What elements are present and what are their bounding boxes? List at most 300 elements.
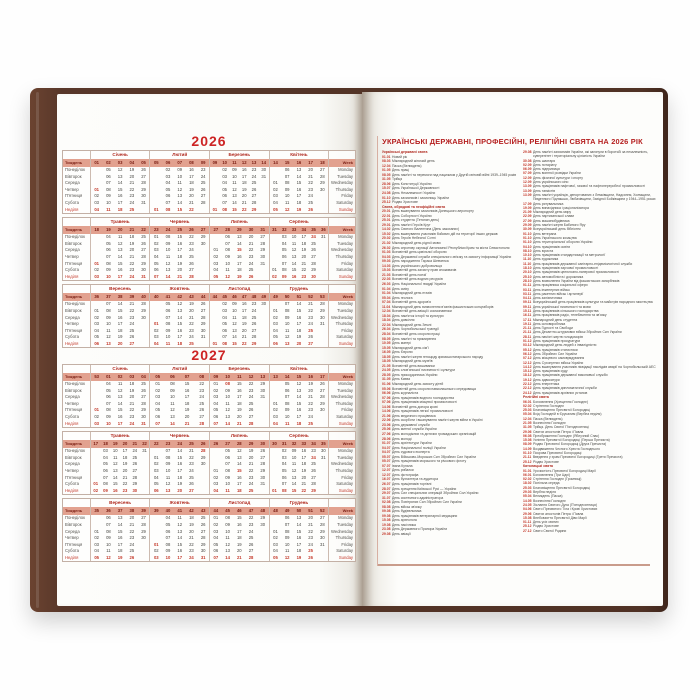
week-number: 40 — [165, 508, 171, 514]
corner-cell — [328, 285, 355, 293]
date-cell — [318, 488, 328, 495]
date-cell: 03 — [222, 307, 227, 313]
weekday-name-uk: Неділя — [65, 340, 79, 346]
date-cell: 21 — [241, 334, 247, 340]
holiday-name: День фізичної культури і спорту — [533, 175, 583, 180]
holiday-date: 15.07 — [382, 186, 391, 191]
month-name: Травень — [110, 433, 130, 439]
date-cell: 13 — [232, 327, 237, 333]
month-dates — [209, 247, 269, 254]
month-week-numbers — [269, 373, 329, 381]
weekday-name-uk: Вівторок — [65, 307, 82, 313]
holiday-name: Урочистість Пресвятої Богородиці Марії — [533, 468, 596, 473]
date-cell: 19 — [236, 541, 242, 547]
week-number-row — [63, 440, 355, 448]
date-cell: 04 — [153, 340, 159, 346]
week-number: 38 — [117, 294, 123, 300]
date-cell: 26 — [308, 334, 313, 340]
week-number: 49 — [284, 508, 290, 514]
date-cell: 29 — [311, 267, 316, 273]
date-cell: 19 — [301, 247, 307, 253]
holiday-date: 28.11 — [523, 334, 532, 339]
holiday-date: 21.11 — [523, 455, 532, 460]
month-name-row — [63, 151, 355, 159]
date-cell: 04 — [273, 199, 278, 205]
date-cell: 03 — [273, 413, 278, 419]
week-label-en: Week — [328, 373, 355, 381]
date-cell: 29 — [141, 528, 146, 534]
month-cell — [269, 365, 329, 373]
month-week-numbers — [209, 226, 269, 234]
weekday-name-uk: Субота — [65, 334, 79, 340]
date-cell: 24 — [308, 321, 313, 327]
date-cell: 27 — [189, 487, 194, 493]
month-dates — [209, 315, 269, 322]
date-cell: 26 — [248, 407, 254, 413]
holiday-name: День вшанування захисників Донецького аеропорту — [392, 209, 474, 214]
holiday-name: День Українського козацтва — [533, 235, 577, 240]
week-number: 36 — [320, 227, 326, 233]
date-cell — [150, 180, 162, 187]
holiday-name: День пам'яті та перемоги над нацизмом у Другій світовій війні 1939–1945 років — [392, 172, 517, 177]
month-week-numbers — [209, 159, 269, 167]
date-cell: 01 — [153, 206, 159, 212]
holiday-name: Всесвітній день водних ресурсів — [392, 277, 443, 282]
holiday-name: День авіації — [392, 532, 411, 537]
date-cell: 22 — [308, 307, 313, 313]
holiday-name: Вербна неділя — [533, 490, 556, 495]
date-cell — [259, 315, 269, 322]
holiday-name: День Військово-Морських Сил Збройних Сил України — [392, 454, 476, 459]
date-cell: 20 — [129, 247, 135, 253]
weekday-name-uk: Субота — [65, 413, 79, 419]
weekday-name-uk: Середа — [65, 314, 80, 320]
month-name: Березень — [228, 152, 251, 157]
date-cell: 30 — [200, 327, 206, 333]
month-dates — [209, 414, 269, 421]
holiday-item — [382, 532, 521, 537]
date-cell: 19 — [129, 167, 135, 172]
month-dates — [90, 522, 150, 529]
date-cell — [318, 261, 328, 268]
date-cell — [91, 515, 103, 522]
date-cell: 05 — [165, 301, 171, 307]
month-week-numbers — [209, 507, 269, 515]
weekday-name-uk: Понеділок — [65, 301, 85, 307]
date-cell: 06 — [222, 193, 227, 199]
date-cell: 05 — [222, 186, 227, 192]
holidays-page-title: УКРАЇНСЬКІ ДЕРЖАВНІ, ПРОФЕСІЙНІ, РЕЛІГІЙНІ СВЯТА НА 2026 РІК — [382, 137, 643, 146]
date-cell: 20 — [122, 467, 128, 473]
date-cell — [270, 301, 282, 308]
date-cell — [138, 548, 150, 555]
date-cell: 13 — [236, 234, 242, 240]
week-number: 20 — [122, 441, 128, 447]
holiday-date: 29.01 — [382, 222, 391, 227]
week-number: 34 — [301, 227, 307, 233]
date-cell — [138, 321, 150, 328]
week-number: 24 — [177, 441, 183, 447]
date-cell: 12 — [170, 407, 175, 413]
date-cell: 07 — [106, 400, 111, 406]
holiday-name: День Києва — [392, 377, 411, 382]
date-cell — [140, 488, 150, 495]
month-name: Травень — [110, 219, 130, 225]
date-cell: 15 — [177, 454, 183, 460]
date-cell: 27 — [141, 515, 146, 521]
date-cell: 25 — [308, 327, 313, 333]
date-cell: 11 — [225, 535, 230, 541]
holiday-date: 15.03 — [382, 268, 391, 273]
week-number: 01 — [94, 160, 100, 165]
date-cell: 17 — [296, 321, 302, 327]
holiday-name: Всесвітній день вишиванки — [392, 363, 435, 368]
holiday-name: День працівників місцевої промисловості — [392, 400, 457, 405]
date-cell: 20 — [301, 474, 307, 480]
date-cell: 20 — [189, 307, 194, 313]
month-dates — [269, 394, 329, 401]
month-week-numbers — [90, 373, 150, 381]
holiday-name: День працівників нафтової, газової та нафтопереробної промисловості — [533, 184, 646, 189]
weekday-name-uk: Понеділок — [65, 448, 85, 454]
month-dates — [209, 522, 269, 529]
holiday-date: 18.12 — [523, 373, 532, 378]
date-cell: 20 — [248, 454, 254, 460]
date-cell: 23 — [189, 548, 194, 554]
holiday-date: 05.12 — [523, 347, 532, 352]
date-cell: 06 — [213, 413, 219, 419]
holiday-name: День працівників статистики — [533, 347, 578, 352]
month-name: Січень — [112, 152, 128, 157]
date-cell: 17 — [236, 481, 242, 487]
holiday-name: День скловиробника — [532, 321, 566, 326]
weekday-row — [63, 261, 355, 268]
holiday-name: День митної служби України — [392, 427, 437, 432]
date-cell: 27 — [320, 515, 325, 521]
month-dates — [209, 542, 269, 549]
month-dates — [90, 207, 150, 214]
weekday-name-en: Saturday — [328, 200, 355, 207]
weekday-name-en: Thursday — [328, 401, 355, 408]
date-cell: 06 — [94, 340, 100, 346]
week-number: 39 — [129, 294, 135, 300]
holiday-name: Богоявлення (Три Царі) — [533, 472, 571, 477]
date-cell — [270, 448, 280, 455]
date-cell: 13 — [177, 528, 183, 534]
month-dates — [209, 334, 269, 341]
week-number: 05 — [141, 160, 146, 165]
weekday-row — [63, 407, 355, 414]
weekday-name-en: Tuesday — [328, 388, 355, 395]
date-cell: 13 — [117, 173, 123, 179]
date-cell: 16 — [177, 548, 183, 554]
date-cell: 29 — [260, 381, 266, 386]
date-cell: 12 — [165, 481, 171, 487]
month-dates — [269, 401, 329, 408]
date-cell: 22 — [308, 180, 313, 186]
holiday-name: День скорботи і вшанування пам'яті жертв війни в Україні — [392, 418, 483, 423]
date-cell: 06 — [213, 548, 219, 554]
date-cell: 18 — [189, 515, 194, 521]
date-cell: 30 — [260, 387, 266, 393]
date-cell: 29 — [260, 467, 266, 473]
date-cell: 09 — [106, 535, 111, 541]
weekday-row — [63, 542, 355, 549]
date-cell: 18 — [177, 340, 183, 346]
date-cell: 06 — [284, 167, 290, 172]
holiday-date: 19.11 — [523, 321, 532, 326]
date-cell: 04 — [153, 253, 159, 259]
month-dates — [90, 200, 150, 207]
holiday-name: Зіслання Святого Духа (П'ятидесятниця) — [533, 502, 597, 507]
holiday-date: 29.03 — [523, 490, 532, 495]
date-cell: 15 — [236, 467, 242, 473]
date-cell: 18 — [236, 267, 242, 273]
date-cell: 06 — [106, 515, 111, 521]
date-cell: 27 — [199, 413, 205, 419]
date-cell: 03 — [222, 173, 227, 179]
month-week-numbers — [90, 293, 150, 301]
holiday-date: 25.03 — [523, 485, 532, 490]
date-cell: 24 — [248, 528, 254, 534]
date-cell: 16 — [236, 253, 242, 259]
holiday-date: 11.10 — [523, 257, 532, 262]
date-cell: 01 — [94, 186, 100, 192]
week-number: 40 — [141, 294, 146, 300]
corner-cell — [328, 432, 355, 440]
month-dates — [209, 274, 269, 281]
holiday-date: 15.11 — [523, 308, 532, 313]
date-cell: 04 — [153, 474, 159, 480]
month-dates — [90, 193, 150, 200]
weekday-name-uk: Неділя — [65, 487, 79, 493]
date-cell: 19 — [296, 206, 302, 212]
holiday-date: 27.06 — [382, 432, 391, 436]
holiday-name: День архітектури України — [392, 441, 432, 446]
date-cell: 05 — [281, 247, 287, 253]
date-cell — [210, 455, 222, 462]
holiday-date: 01.10 — [523, 235, 532, 240]
date-cell: 05 — [106, 167, 111, 172]
week-number: 27 — [200, 227, 206, 233]
holiday-date: 12.07 — [382, 472, 391, 477]
date-cell: 21 — [308, 173, 313, 179]
date-cell: 01 — [94, 307, 100, 313]
date-cell: 15 — [296, 180, 302, 186]
month-dates — [269, 193, 329, 200]
date-cell — [197, 207, 209, 214]
date-cell — [210, 187, 220, 194]
date-cell: 04 — [106, 234, 111, 240]
holiday-date: 08.09 — [523, 442, 532, 447]
date-cell: 07 — [225, 461, 230, 467]
holiday-name: День Соборності України — [392, 213, 432, 218]
date-cell: 25 — [248, 487, 254, 493]
date-cell: 25 — [251, 314, 257, 320]
week-number: 15 — [284, 160, 290, 165]
calendar-block — [62, 217, 356, 281]
week-number: 32 — [291, 441, 297, 447]
month-name-row — [63, 432, 355, 440]
holiday-name: День хрещення Київської Русі — України — [392, 486, 457, 491]
date-cell: 29 — [200, 321, 206, 327]
week-number: 11 — [232, 160, 237, 165]
weekday-name-en: Tuesday — [328, 174, 355, 181]
date-cell: 12 — [225, 541, 230, 547]
date-cell: 07 — [213, 420, 219, 426]
date-cell: 06 — [106, 247, 111, 253]
date-cell: 16 — [117, 193, 123, 199]
week-number: 51 — [296, 294, 302, 300]
weekday-name-en: Tuesday — [328, 308, 355, 315]
month-dates — [90, 315, 150, 322]
month-dates — [149, 241, 209, 248]
holiday-date: 03.11 — [523, 291, 532, 296]
date-cell: 20 — [117, 340, 123, 346]
date-cell: 10 — [165, 467, 171, 473]
date-cell — [197, 254, 209, 261]
holiday-date: 12.04 — [382, 309, 391, 314]
week-label-uk: Тиждень — [65, 294, 83, 300]
holiday-name: День працівників ветеринарної медицини — [392, 513, 458, 518]
date-cell: 25 — [189, 340, 194, 346]
date-cell: 16 — [117, 535, 123, 541]
week-number-row — [63, 293, 355, 301]
holiday-name: Вхід Господній в Єрусалим (Вербна неділя) — [533, 412, 602, 417]
date-cell: 02 — [94, 314, 100, 320]
date-cell: 14 — [117, 521, 123, 527]
date-cell: 23 — [189, 240, 194, 246]
week-number: 50 — [296, 508, 302, 514]
calendar-page — [57, 94, 362, 606]
date-cell: 18 — [296, 327, 302, 333]
date-cell: 30 — [261, 301, 267, 307]
date-cell: 30 — [141, 413, 146, 419]
date-cell: 10 — [225, 260, 230, 266]
date-cell: 01 — [94, 260, 100, 266]
date-cell: 12 — [106, 554, 111, 560]
date-cell: 19 — [236, 407, 242, 413]
weekday-row — [63, 328, 355, 335]
week-number: 52 — [308, 294, 313, 300]
holiday-name: Різдво Христове — [392, 200, 418, 205]
date-cell: 26 — [189, 481, 194, 487]
month-name: Лютий — [172, 366, 188, 371]
date-cell — [140, 475, 150, 482]
date-cell — [318, 254, 328, 261]
weekday-row — [63, 388, 355, 395]
date-cell: 23 — [251, 167, 257, 172]
weekday-name-en: Thursday — [328, 254, 355, 261]
date-cell: 09 — [281, 273, 287, 279]
date-cell: 24 — [129, 321, 135, 327]
week-number: 13 — [273, 374, 278, 379]
date-cell: 04 — [94, 548, 100, 554]
date-cell: 22 — [189, 234, 194, 240]
date-cell: 18 — [117, 548, 123, 554]
date-cell: 13 — [177, 193, 183, 199]
holiday-date: 18.05 — [382, 359, 391, 364]
date-cell: 27 — [141, 173, 146, 179]
date-cell: 15 — [236, 247, 242, 253]
date-cell: 02 — [213, 474, 219, 480]
weekday-name-en: Sunday — [328, 341, 355, 348]
month-dates — [269, 274, 329, 281]
holiday-date: 06.06 — [382, 391, 391, 396]
holiday-name: День Національної поліції України — [392, 445, 446, 450]
date-cell: 30 — [260, 474, 266, 480]
holiday-name: День судового експерта — [392, 450, 430, 455]
weekday-row — [63, 414, 355, 421]
weekday-name-en: Thursday — [328, 187, 355, 194]
holiday-name: День медичного працівника — [392, 413, 436, 418]
date-cell: 30 — [260, 253, 266, 259]
date-cell: 24 — [308, 193, 313, 199]
date-cell: 15 — [117, 407, 123, 413]
holiday-name: Різдво Христове — [533, 459, 559, 464]
holiday-date: 01.10 — [523, 240, 532, 245]
holiday-name: День молодіжних та дитячих громадських організацій — [392, 432, 477, 436]
month-dates — [269, 542, 329, 549]
holiday-date: 29.06 — [523, 429, 532, 434]
week-number-row — [63, 226, 355, 234]
month-dates — [149, 461, 209, 468]
date-cell: 28 — [248, 420, 254, 426]
date-cell — [138, 207, 150, 214]
date-cell: 24 — [189, 247, 194, 253]
date-cell: 10 — [165, 334, 171, 340]
month-dates — [269, 548, 329, 555]
date-cell: 15 — [117, 260, 123, 266]
date-cell: 18 — [236, 535, 242, 541]
holiday-date: 01.12 — [523, 339, 532, 344]
date-cell: 31 — [320, 541, 325, 547]
date-cell — [318, 468, 328, 475]
month-dates — [269, 555, 329, 562]
month-name: Червень — [169, 433, 190, 439]
holiday-date: 09.08 — [382, 509, 391, 514]
month-name: Листопад — [228, 286, 251, 292]
date-cell: 24 — [308, 413, 313, 419]
date-cell: 15 — [236, 515, 242, 521]
date-cell: 28 — [320, 521, 325, 527]
date-cell: 30 — [141, 314, 146, 320]
date-cell: 25 — [308, 548, 313, 554]
month-week-numbers — [149, 226, 209, 234]
week-label-en: Week — [328, 507, 355, 515]
month-dates — [90, 328, 150, 335]
holiday-date: 06.01 — [523, 399, 532, 404]
holiday-date: 01.04 — [382, 286, 391, 291]
date-cell — [259, 180, 269, 187]
date-cell: 12 — [177, 301, 183, 307]
date-cell: 06 — [222, 327, 227, 333]
date-cell: 18 — [296, 199, 302, 205]
date-cell: 23 — [129, 193, 135, 199]
date-cell: 25 — [248, 267, 254, 273]
holidays-column-1 — [382, 150, 521, 537]
holiday-name: День працівників державної виконавчої служби — [533, 373, 608, 378]
date-cell: 06 — [165, 307, 171, 313]
date-cell — [270, 381, 282, 388]
weekday-name-uk: Понеділок — [65, 381, 85, 386]
date-cell — [270, 167, 282, 174]
date-cell — [210, 200, 220, 207]
month-name: Квітень — [290, 152, 308, 157]
month-name: Серпень — [289, 219, 309, 225]
date-cell: 17 — [177, 247, 183, 253]
date-cell: 27 — [200, 528, 206, 534]
